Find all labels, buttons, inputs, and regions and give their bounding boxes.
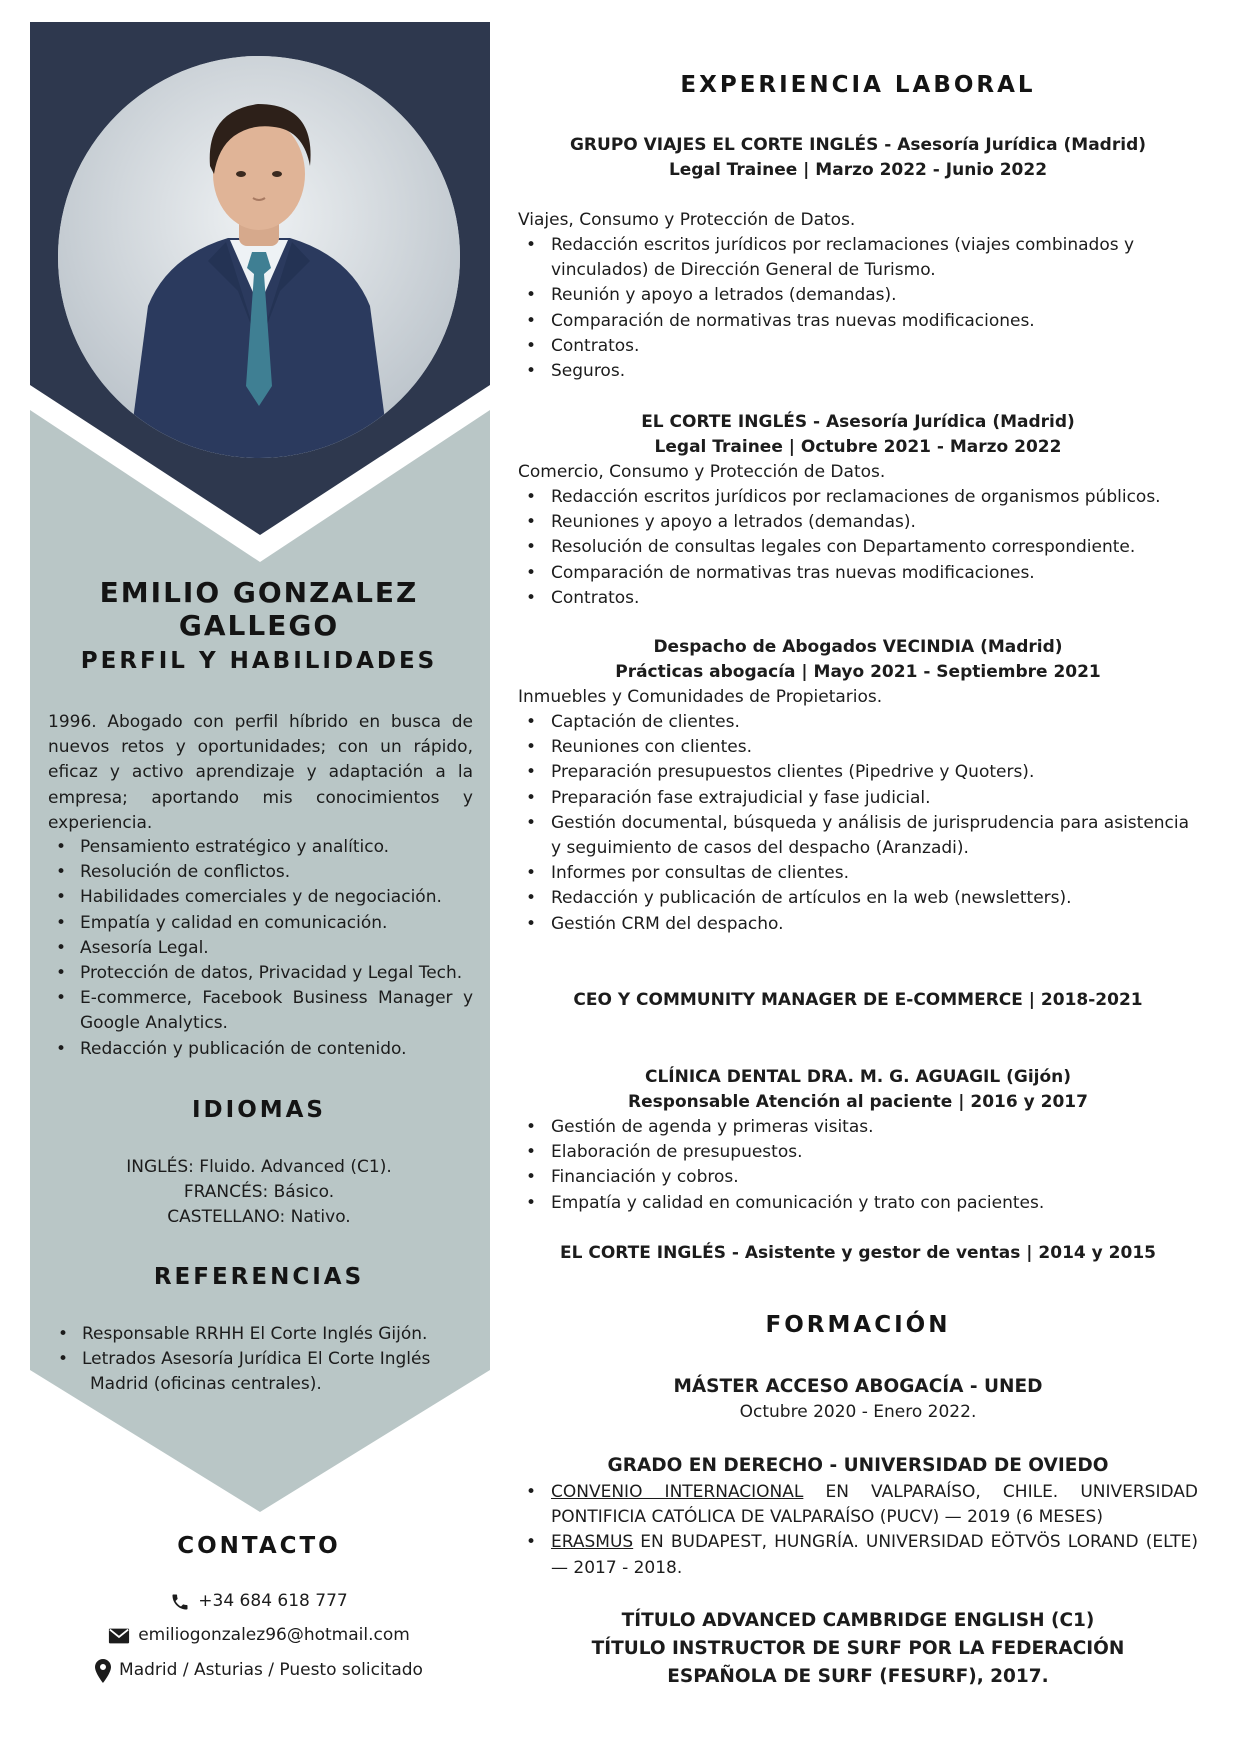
grado-item-text: EN VALPARAÍSO, CHILE. UNIVERSIDAD PONTIFICIA CATÓLICA DE VALPARAÍSO (PUCV) — 2019 (6 MESES)	[551, 1482, 1198, 1528]
job-task: • Redacción escritos jurídicos por reclamaciones (viajes combinados y vinculados) de Dirección General de Turismo.	[518, 233, 1198, 283]
job-task: • Contratos.	[518, 334, 1198, 359]
portrait-illustration	[58, 56, 460, 458]
job-task: • Comparación de normativas tras nuevas modificaciones.	[518, 561, 1198, 586]
job-role: Legal Trainee | Octubre 2021 - Marzo 2022	[654, 437, 1062, 457]
grado-link[interactable]: CONVENIO INTERNACIONAL	[551, 1482, 804, 1502]
reference-item: • Responsable RRHH El Corte Inglés Gijón.	[60, 1322, 470, 1347]
phone-icon	[170, 1592, 190, 1612]
job-task: • Reunión y apoyo a letrados (demandas).	[518, 283, 1198, 308]
job-task: • Reuniones con clientes.	[518, 735, 1198, 760]
job-company: EL CORTE INGLÉS - Asesoría Jurídica (Madrid)	[641, 412, 1075, 432]
skill-item: • Habilidades comerciales y de negociación.	[48, 885, 473, 910]
job-tasks-list	[518, 233, 1198, 384]
grado-title: GRADO EN DERECHO - UNIVERSIDAD DE OVIEDO	[607, 1455, 1109, 1476]
contact-phone-row[interactable]	[30, 1589, 488, 1614]
contact-email-row[interactable]	[30, 1623, 488, 1648]
job-task: • Empatía y calidad en comunicación y trato con pacientes.	[518, 1191, 1198, 1216]
job-title: CEO Y COMMUNITY MANAGER DE E-COMMERCE | 2018-2021	[573, 990, 1143, 1010]
skill-item: • Resolución de conflictos.	[48, 860, 473, 885]
job-task: • Comparación de normativas tras nuevas modificaciones.	[518, 309, 1198, 334]
language-item: FRANCÉS: Básico.	[183, 1182, 335, 1203]
skill-item: • Asesoría Legal.	[48, 936, 473, 961]
job-task: • Preparación presupuestos clientes (Pipedrive y Quoters).	[518, 760, 1198, 785]
job-role: Prácticas abogacía | Mayo 2021 - Septiembre 2021	[615, 662, 1101, 682]
language-item: INGLÉS: Fluido. Advanced (C1).	[126, 1157, 392, 1177]
job-task: • Resolución de consultas legales con Departamento correspondiente.	[518, 535, 1198, 560]
skills-list	[48, 835, 473, 1062]
idiomas-heading: IDIOMAS	[191, 1097, 326, 1123]
skill-item: • E-commerce, Facebook Business Manager y Google Analytics.	[48, 986, 473, 1036]
job-task: • Seguros.	[518, 359, 1198, 384]
job-company: CLÍNICA DENTAL DRA. M. G. AGUAGIL (Gijón)	[644, 1067, 1072, 1087]
job-tasks-list	[518, 485, 1198, 611]
job-tasks-list	[518, 710, 1198, 937]
grado-item-text: EN BUDAPEST, HUNGRÍA. UNIVERSIDAD EÖTVÖS LORAND (ELTE) — 2017 - 2018.	[551, 1532, 1198, 1578]
job-role: Responsable Atención al paciente | 2016 y 2017	[628, 1092, 1088, 1112]
email-icon	[108, 1627, 130, 1645]
master-title: MÁSTER ACCESO ABOGACÍA - UNED	[673, 1376, 1043, 1397]
skill-item: • Empatía y calidad en comunicación.	[48, 911, 473, 936]
job-task: • Preparación fase extrajudicial y fase judicial.	[518, 786, 1198, 811]
job-task: • Gestión de agenda y primeras visitas.	[518, 1115, 1198, 1140]
job-task: • Reuniones y apoyo a letrados (demandas).	[518, 510, 1198, 535]
job-company: GRUPO VIAJES EL CORTE INGLÉS - Asesoría Jurídica (Madrid)	[569, 135, 1147, 155]
profile-summary: 1996. Abogado con perfil híbrido en busca de nuevos retos y oportunidades; con un rápido, eficaz y activo aprendizaje y adaptación a la empresa; aportando mis conocimientos y experiencia.	[48, 712, 473, 833]
job-role: Legal Trainee | Marzo 2022 - Junio 2022	[668, 160, 1048, 180]
grado-link[interactable]: ERASMUS	[551, 1532, 634, 1553]
contact-location: Madrid / Asturias / Puesto solicitado	[119, 1660, 423, 1680]
location-pin-icon	[95, 1659, 111, 1683]
reference-item: • Letrados Asesoría Jurídica El Corte Inglés Madrid (oficinas centrales).	[60, 1347, 470, 1397]
job-task: • Gestión documental, búsqueda y análisis de jurisprudencia para asistencia y seguimiento de casos del despacho (Aranzadi).	[518, 811, 1198, 861]
job-task: • Informes por consultas de clientes.	[518, 861, 1198, 886]
cambridge-title: TÍTULO ADVANCED CAMBRIDGE ENGLISH (C1)	[621, 1610, 1095, 1631]
language-item: CASTELLANO: Nativo.	[167, 1207, 351, 1228]
job-task: • Elaboración de presupuestos.	[518, 1140, 1198, 1165]
contact-location-row	[30, 1658, 488, 1683]
profile-photo	[58, 56, 460, 458]
job-task: • Financiación y cobros.	[518, 1165, 1198, 1190]
job-intro: Viajes, Consumo y Protección de Datos.	[518, 210, 856, 230]
job-company: Despacho de Abogados VECINDIA (Madrid)	[653, 637, 1063, 657]
job-task: • Captación de clientes.	[518, 710, 1198, 735]
contact-email: emiliogonzalez96@hotmail.com	[138, 1625, 410, 1645]
job-task: • Redacción escritos jurídicos por reclamaciones de organismos públicos.	[518, 485, 1198, 510]
formacion-heading: FORMACIÓN	[765, 1312, 951, 1338]
skill-item: • Protección de datos, Privacidad y Legal Tech.	[48, 961, 473, 986]
job-intro: Comercio, Consumo y Protección de Datos.	[518, 462, 886, 482]
job-tasks-list	[518, 1115, 1198, 1216]
skill-item: • Pensamiento estratégico y analítico.	[48, 835, 473, 860]
contact-phone: +34 684 618 777	[198, 1591, 348, 1611]
job-task: • Redacción y publicación de artículos en la web (newsletters).	[518, 886, 1198, 911]
perfil-heading: PERFIL Y HABILIDADES	[80, 648, 438, 674]
languages-list	[30, 1155, 488, 1231]
references-list	[60, 1322, 470, 1398]
experiencia-heading: EXPERIENCIA LABORAL	[680, 72, 1036, 98]
skill-item: • Redacción y publicación de contenido.	[48, 1037, 473, 1062]
job-task: • Gestión CRM del despacho.	[518, 912, 1198, 937]
master-dates: Octubre 2020 - Enero 2022.	[739, 1402, 977, 1422]
candidate-name: EMILIO GONZALEZ GALLEGO	[99, 576, 419, 642]
contacto-heading: CONTACTO	[177, 1533, 341, 1559]
job-task: • Contratos.	[518, 586, 1198, 611]
referencias-heading: REFERENCIAS	[153, 1264, 365, 1290]
grado-item	[518, 1480, 1198, 1530]
grado-list	[518, 1480, 1198, 1581]
grado-item	[518, 1530, 1198, 1580]
job-title: EL CORTE INGLÉS - Asistente y gestor de ventas | 2014 y 2015	[560, 1243, 1156, 1263]
job-intro: Inmuebles y Comunidades de Propietarios.	[518, 687, 883, 707]
surf-title: TÍTULO INSTRUCTOR DE SURF POR LA FEDERACIÓN ESPAÑOLA DE SURF (FESURF), 2017.	[591, 1638, 1125, 1687]
